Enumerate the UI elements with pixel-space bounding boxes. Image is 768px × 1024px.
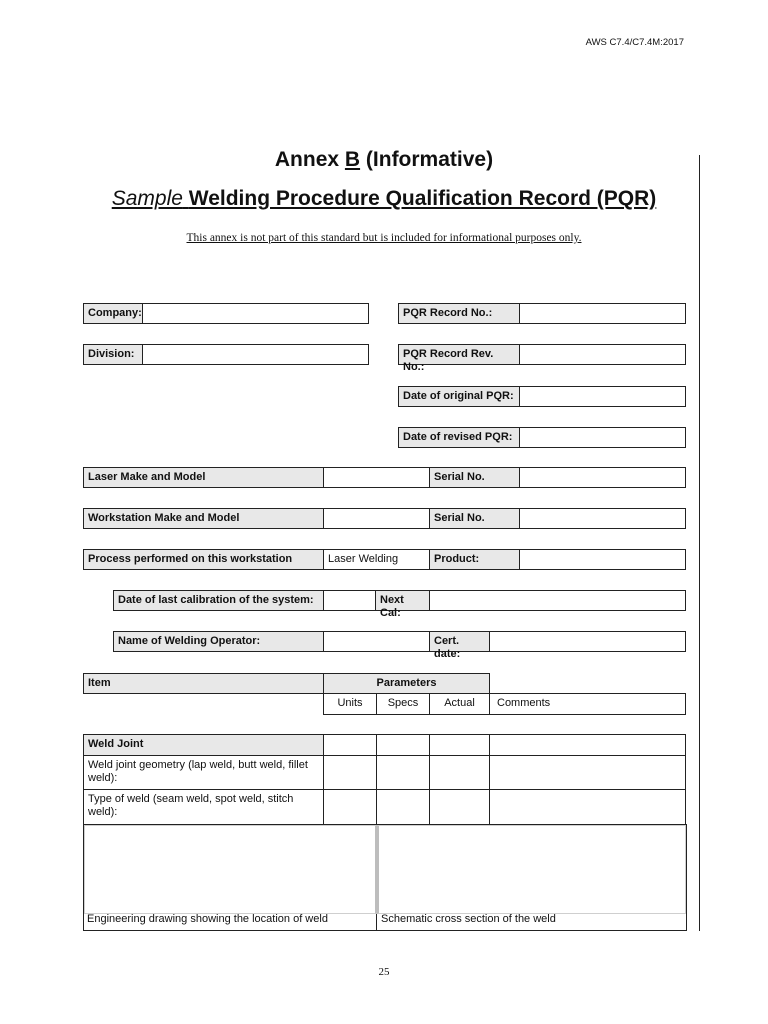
caption-divider — [376, 914, 377, 930]
schematic-cross-section-area — [377, 825, 686, 914]
form-title — [0, 187, 768, 211]
parameters-header: Parameters — [323, 673, 490, 694]
serial-no-field[interactable] — [519, 467, 686, 488]
specs-cell[interactable] — [376, 789, 430, 825]
engineering-drawing-caption: Engineering drawing showing the location of weld — [87, 913, 328, 925]
weld-joint-geometry-label: Weld joint geometry (lap weld, butt weld, fillet weld): — [83, 755, 324, 790]
actual-cell[interactable] — [429, 789, 490, 825]
informative-note: This annex is not part of this standard but is included for informational purposes only. — [186, 232, 582, 244]
page-number: 25 — [378, 966, 390, 978]
date-original-pqr-field[interactable] — [519, 386, 686, 407]
type-of-weld-label: Type of weld (seam weld, spot weld, stitch weld): — [83, 789, 324, 825]
last-calibration-label: Date of last calibration of the system: — [113, 590, 324, 611]
specs-header: Specs — [376, 693, 430, 715]
annex-suffix: (Informative) — [360, 148, 494, 171]
next-cal-field[interactable] — [429, 590, 686, 611]
units-header: Units — [323, 693, 377, 715]
last-calibration-field[interactable] — [323, 590, 376, 611]
comments-cell[interactable] — [489, 755, 686, 790]
units-cell[interactable] — [323, 734, 377, 756]
laser-make-model-label: Laser Make and Model — [83, 467, 324, 488]
process-field[interactable]: Laser Welding — [323, 549, 430, 570]
pqr-record-rev-no-label: PQR Record Rev. No.: — [398, 344, 520, 365]
company-field[interactable] — [142, 303, 369, 324]
next-cal-label: Next Cal: — [375, 590, 430, 611]
comments-cell[interactable] — [489, 789, 686, 825]
item-header: Item — [83, 673, 324, 694]
cert-date-field[interactable] — [489, 631, 686, 652]
engineering-drawing-area — [84, 825, 377, 914]
schematic-cross-section-caption: Schematic cross section of the weld — [381, 913, 556, 925]
process-label: Process performed on this workstation — [83, 549, 324, 570]
comments-header: Comments — [489, 693, 686, 715]
actual-cell[interactable] — [429, 755, 490, 790]
actual-cell[interactable] — [429, 734, 490, 756]
units-cell[interactable] — [323, 755, 377, 790]
sample-word: Sample — [111, 187, 183, 210]
date-revised-pqr-label: Date of revised PQR: — [398, 427, 520, 448]
operator-name-label: Name of Welding Operator: — [113, 631, 324, 652]
cert-date-label: Cert. date: — [429, 631, 490, 652]
comments-cell[interactable] — [489, 734, 686, 756]
serial-no-field[interactable] — [519, 508, 686, 529]
company-label: Company: — [83, 303, 143, 324]
change-bar — [699, 155, 700, 931]
product-label: Product: — [429, 549, 520, 570]
date-original-pqr-label: Date of original PQR: — [398, 386, 520, 407]
weld-joint-label: Weld Joint — [83, 734, 324, 756]
division-label: Division: — [83, 344, 143, 365]
pqr-record-no-label: PQR Record No.: — [398, 303, 520, 324]
units-cell[interactable] — [323, 789, 377, 825]
specs-cell[interactable] — [376, 755, 430, 790]
actual-header: Actual — [429, 693, 490, 715]
form-title-main: Welding Procedure Qualification Record (PQR) — [188, 187, 657, 210]
document-reference: AWS C7.4/C7.4M:2017 — [585, 37, 684, 48]
date-revised-pqr-field[interactable] — [519, 427, 686, 448]
annex-prefix: Annex — [274, 148, 345, 171]
annex-letter: B — [344, 148, 361, 171]
serial-no-label: Serial No. — [429, 467, 520, 488]
annex-title — [0, 148, 768, 172]
workstation-make-model-label: Workstation Make and Model — [83, 508, 324, 529]
operator-name-field[interactable] — [323, 631, 430, 652]
product-field[interactable] — [519, 549, 686, 570]
laser-make-model-field[interactable] — [323, 467, 430, 488]
specs-cell[interactable] — [376, 734, 430, 756]
workstation-make-model-field[interactable] — [323, 508, 430, 529]
serial-no-label: Serial No. — [429, 508, 520, 529]
division-field[interactable] — [142, 344, 369, 365]
pqr-record-rev-no-field[interactable] — [519, 344, 686, 365]
pqr-record-no-field[interactable] — [519, 303, 686, 324]
